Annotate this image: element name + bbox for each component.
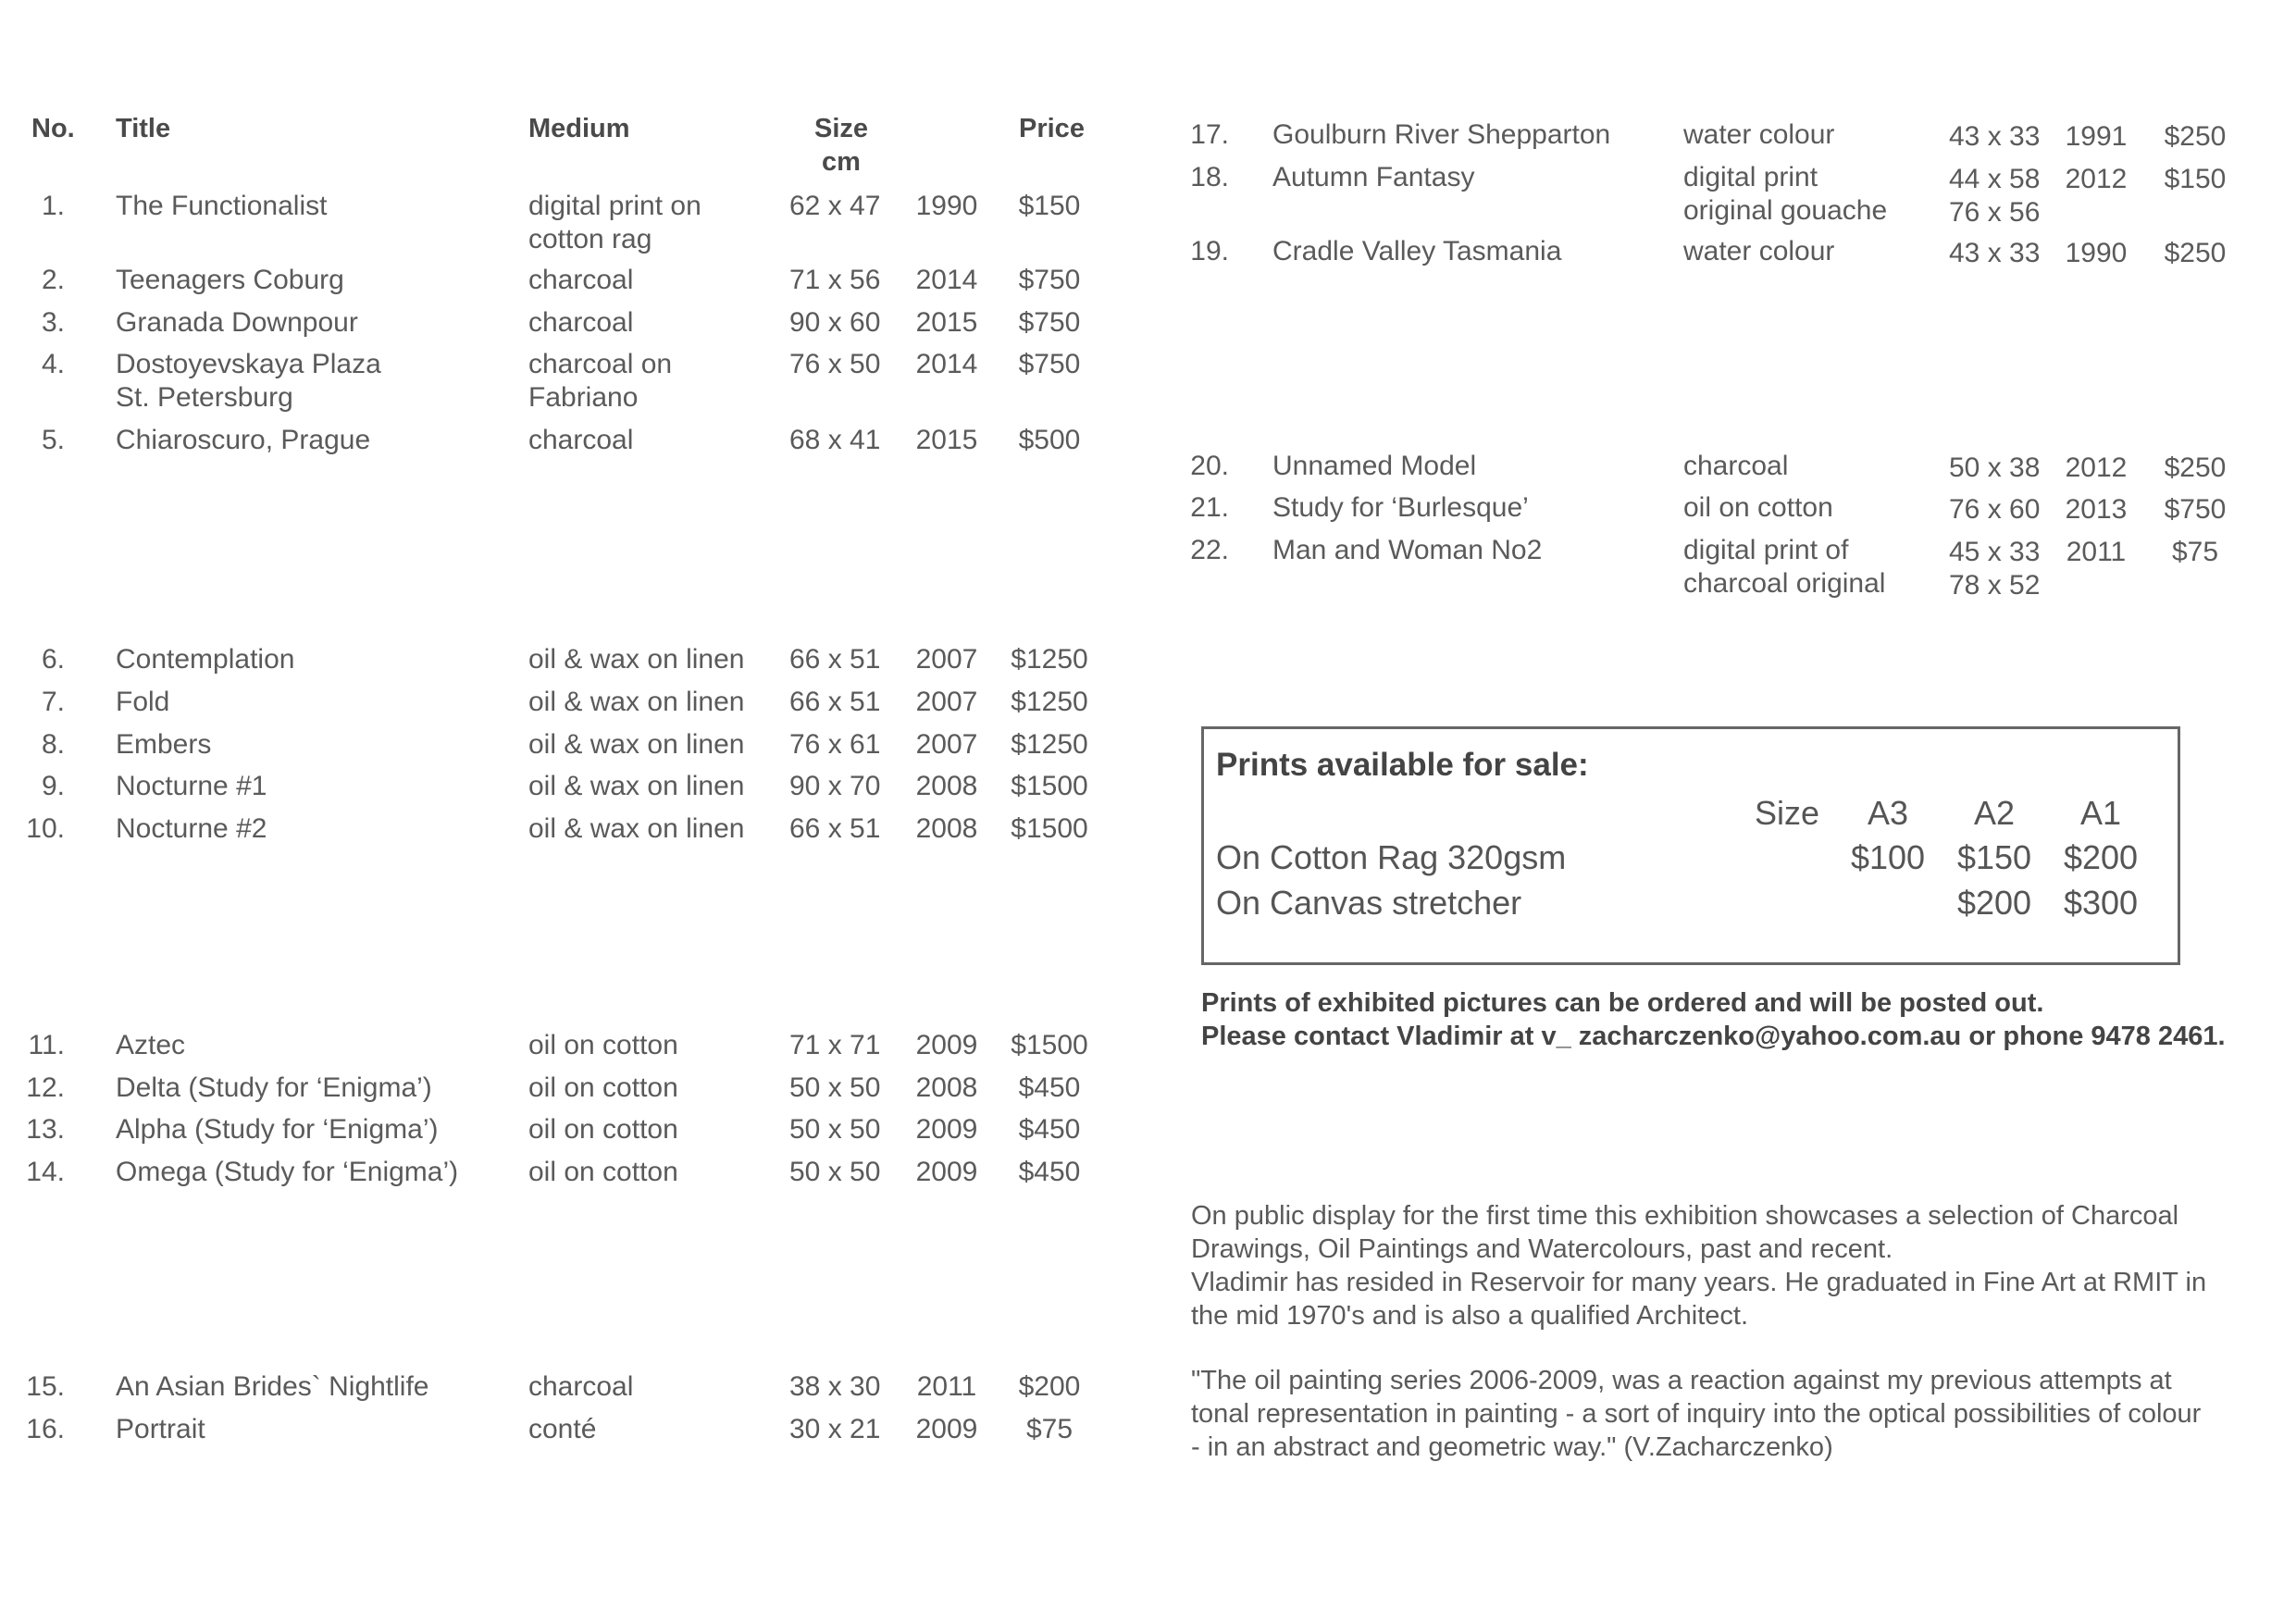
prints-title: Prints available for sale: — [1216, 747, 1589, 783]
artwork-year: 2008 — [915, 1072, 978, 1103]
artwork-size-cont: 78 x 52 — [1949, 570, 2041, 601]
artwork-price: $1250 — [1011, 687, 1088, 717]
artwork-title: Study for ‘Burlesque’ — [1272, 492, 1529, 523]
header-no: No. — [31, 114, 75, 143]
artwork-title: Autumn Fantasy — [1272, 162, 1475, 192]
artwork-size: 38 x 30 — [789, 1371, 881, 1402]
artwork-year: 2009 — [915, 1414, 978, 1444]
row-number: 14. — [26, 1157, 65, 1187]
artwork-year: 2012 — [2065, 452, 2128, 483]
row-number: 4. — [41, 349, 65, 379]
artwork-medium: conté — [528, 1414, 597, 1444]
artwork-price: $1500 — [1011, 771, 1088, 801]
prints-col-a2: A2 — [1973, 794, 2016, 832]
artwork-medium: charcoal — [1683, 451, 1789, 481]
artwork-size-cont: 76 x 56 — [1949, 197, 2041, 228]
header-title: Title — [116, 114, 171, 143]
artwork-medium: oil on cotton — [528, 1114, 678, 1145]
quote-line: "The oil painting series 2006-2009, was a reaction against my previous attempts at — [1191, 1366, 2172, 1395]
artwork-title: Fold — [116, 687, 170, 717]
artwork-price: $150 — [1018, 191, 1081, 221]
artwork-year: 1990 — [915, 191, 978, 221]
artwork-medium: water colour — [1683, 119, 1835, 150]
prints-row-cotton-a1: $200 — [2063, 838, 2139, 876]
artwork-year: 2013 — [2065, 494, 2128, 525]
artwork-medium: oil & wax on linen — [528, 813, 745, 844]
artwork-title: The Functionalist — [116, 191, 328, 221]
artwork-medium: charcoal — [528, 1371, 634, 1402]
prints-row-cotton-label: On Cotton Rag 320gsm — [1216, 838, 1567, 876]
artwork-price: $500 — [1018, 425, 1081, 455]
artwork-year: 2014 — [915, 265, 978, 295]
artwork-year: 1990 — [2065, 238, 2128, 268]
artwork-price: $1250 — [1011, 729, 1088, 760]
header-price: Price — [1019, 114, 1085, 143]
row-number: 9. — [41, 771, 65, 801]
row-number: 19. — [1190, 236, 1229, 266]
artwork-size: 50 x 50 — [789, 1157, 881, 1187]
artwork-title: Contemplation — [116, 644, 295, 675]
artwork-medium: digital print — [1683, 162, 1818, 192]
artwork-medium-cont: charcoal original — [1683, 568, 1886, 599]
artwork-year: 2007 — [915, 644, 978, 675]
artwork-size: 50 x 50 — [789, 1072, 881, 1103]
artwork-medium: charcoal — [528, 425, 634, 455]
artwork-size: 30 x 21 — [789, 1414, 881, 1444]
artwork-medium: digital print of — [1683, 535, 1849, 565]
artwork-size: 44 x 58 — [1949, 164, 2041, 194]
row-number: 7. — [41, 687, 65, 717]
artwork-medium-cont: cotton rag — [528, 224, 652, 254]
artwork-price: $450 — [1018, 1114, 1081, 1145]
artwork-title-cont: St. Petersburg — [116, 382, 293, 413]
artwork-size: 90 x 70 — [789, 771, 881, 801]
row-number: 16. — [26, 1414, 65, 1444]
artwork-price: $75 — [1025, 1414, 1074, 1444]
artwork-medium: water colour — [1683, 236, 1835, 266]
order-note-line1: Prints of exhibited pictures can be ordered and will be posted out. — [1201, 988, 2044, 1018]
artwork-size: 62 x 47 — [789, 191, 881, 221]
artwork-size: 76 x 50 — [789, 349, 881, 379]
artwork-title: Delta (Study for ‘Enigma’) — [116, 1072, 432, 1103]
row-number: 20. — [1190, 451, 1229, 481]
row-number: 17. — [1190, 119, 1229, 150]
artwork-size: 90 x 60 — [789, 307, 881, 338]
about-line: Vladimir has resided in Reservoir for many years. He graduated in Fine Art at RMIT in — [1191, 1268, 2207, 1297]
artwork-size: 71 x 71 — [789, 1030, 881, 1060]
artwork-year: 2011 — [916, 1371, 977, 1402]
prints-row-canvas-a1: $300 — [2063, 884, 2139, 922]
artwork-title: Portrait — [116, 1414, 205, 1444]
prints-col-a1: A1 — [2079, 794, 2122, 832]
prints-col-size: Size — [1755, 794, 1820, 832]
row-number: 11. — [28, 1030, 65, 1060]
artwork-medium: oil & wax on linen — [528, 729, 745, 760]
artwork-title: Unnamed Model — [1272, 451, 1477, 481]
artwork-title: Aztec — [116, 1030, 186, 1060]
artwork-title: Nocturne #1 — [116, 771, 267, 801]
artwork-price: $150 — [2164, 164, 2227, 194]
artist-quote — [1191, 1364, 2201, 1464]
artwork-price: $1250 — [1011, 644, 1088, 675]
artwork-medium-cont: original gouache — [1683, 195, 1888, 226]
artwork-year: 2009 — [915, 1157, 978, 1187]
artwork-size: 76 x 61 — [789, 729, 881, 760]
artwork-medium: oil on cotton — [528, 1072, 678, 1103]
about-line: On public display for the first time this exhibition showcases a selection of Charcoal — [1191, 1201, 2179, 1231]
artwork-size: 68 x 41 — [789, 425, 881, 455]
artwork-price: $750 — [1018, 265, 1081, 295]
row-number: 18. — [1190, 162, 1229, 192]
row-number: 1. — [41, 191, 65, 221]
artwork-size: 66 x 51 — [789, 687, 881, 717]
row-number: 21. — [1190, 492, 1229, 523]
artwork-medium: oil & wax on linen — [528, 771, 745, 801]
row-number: 10. — [26, 813, 65, 844]
artwork-title: Man and Woman No2 — [1272, 535, 1543, 565]
artwork-price: $200 — [1018, 1371, 1081, 1402]
quote-line: tonal representation in painting - a sort of inquiry into the optical possibilities of colour — [1191, 1399, 2202, 1429]
row-number: 2. — [41, 265, 65, 295]
artwork-title: Embers — [116, 729, 212, 760]
row-number: 8. — [41, 729, 65, 760]
row-number: 15. — [26, 1371, 65, 1402]
about-line: the mid 1970's and is also a qualified Architect. — [1191, 1301, 1749, 1331]
artwork-year: 2009 — [915, 1114, 978, 1145]
artwork-year: 2008 — [915, 813, 978, 844]
artwork-year: 2007 — [915, 687, 978, 717]
artwork-price: $250 — [2164, 238, 2227, 268]
artwork-year: 1991 — [2065, 121, 2128, 152]
prints-col-a3: A3 — [1867, 794, 1909, 832]
artwork-size: 66 x 51 — [789, 813, 881, 844]
artwork-medium: oil & wax on linen — [528, 644, 745, 675]
artwork-medium: charcoal — [528, 265, 634, 295]
artwork-year: 2011 — [2066, 537, 2127, 567]
artwork-year: 2007 — [915, 729, 978, 760]
prints-row-cotton-a2: $150 — [1956, 838, 2032, 876]
artwork-title: Goulburn River Shepparton — [1272, 119, 1611, 150]
row-number: 22. — [1190, 535, 1229, 565]
artwork-year: 2009 — [915, 1030, 978, 1060]
row-number: 12. — [26, 1072, 65, 1103]
artwork-medium: charcoal — [528, 307, 634, 338]
artwork-size: 43 x 33 — [1949, 238, 2041, 268]
artwork-price: $750 — [1018, 307, 1081, 338]
artwork-year: 2015 — [915, 425, 978, 455]
artwork-year: 2012 — [2065, 164, 2128, 194]
artwork-medium: digital print on — [528, 191, 701, 221]
artwork-year: 2008 — [915, 771, 978, 801]
artwork-title: Alpha (Study for ‘Enigma’) — [116, 1114, 439, 1145]
header-size: Size — [813, 114, 869, 143]
artwork-price: $750 — [2164, 494, 2227, 525]
row-number: 5. — [41, 425, 65, 455]
artwork-size: 50 x 38 — [1949, 452, 2041, 483]
artwork-price: $1500 — [1011, 1030, 1088, 1060]
row-number: 6. — [41, 644, 65, 675]
artwork-medium-cont: Fabriano — [528, 382, 639, 413]
artwork-size: 45 x 33 — [1949, 537, 2041, 567]
artwork-size: 50 x 50 — [789, 1114, 881, 1145]
artwork-year: 2015 — [915, 307, 978, 338]
artwork-title: Granada Downpour — [116, 307, 358, 338]
artwork-size: 43 x 33 — [1949, 121, 2041, 152]
artwork-size: 66 x 51 — [789, 644, 881, 675]
artwork-year: 2014 — [915, 349, 978, 379]
artwork-title: Chiaroscuro, Prague — [116, 425, 371, 455]
quote-line: - in an abstract and geometric way." (V.Zacharczenko) — [1191, 1432, 1833, 1462]
artwork-medium: oil on cotton — [1683, 492, 1833, 523]
artwork-price: $450 — [1018, 1072, 1081, 1103]
artwork-medium: charcoal on — [528, 349, 673, 379]
order-note-line2: Please contact Vladimir at v_ zacharczenko@yahoo.com.au or phone 9478 2461. — [1201, 1022, 2226, 1051]
artwork-price: $1500 — [1011, 813, 1088, 844]
artwork-price: $75 — [2171, 537, 2219, 567]
artwork-medium: oil & wax on linen — [528, 687, 745, 717]
artwork-medium: oil on cotton — [528, 1157, 678, 1187]
artwork-size: 76 x 60 — [1949, 494, 2041, 525]
about-line: Drawings, Oil Paintings and Watercolours, past and recent. — [1191, 1234, 1893, 1264]
artwork-title: Dostoyevskaya Plaza — [116, 349, 381, 379]
prints-row-cotton-a3: $100 — [1850, 838, 1926, 876]
prints-row-canvas-a2: $200 — [1956, 884, 2032, 922]
prints-row-canvas-label: On Canvas stretcher — [1216, 884, 1522, 922]
row-number: 3. — [41, 307, 65, 338]
about-paragraph — [1191, 1199, 2206, 1332]
artwork-medium: oil on cotton — [528, 1030, 678, 1060]
artwork-price: $250 — [2164, 121, 2227, 152]
artwork-title: Cradle Valley Tasmania — [1272, 236, 1562, 266]
artwork-price: $750 — [1018, 349, 1081, 379]
artwork-size: 71 x 56 — [789, 265, 881, 295]
artwork-title: Teenagers Coburg — [116, 265, 344, 295]
row-number: 13. — [26, 1114, 65, 1145]
artwork-title: Nocturne #2 — [116, 813, 267, 844]
artwork-title: An Asian Brides` Nightlife — [116, 1371, 429, 1402]
artwork-title: Omega (Study for ‘Enigma’) — [116, 1157, 459, 1187]
header-size-unit: cm — [822, 147, 861, 177]
header-medium: Medium — [528, 114, 630, 143]
artwork-price: $250 — [2164, 452, 2227, 483]
artwork-price: $450 — [1018, 1157, 1081, 1187]
